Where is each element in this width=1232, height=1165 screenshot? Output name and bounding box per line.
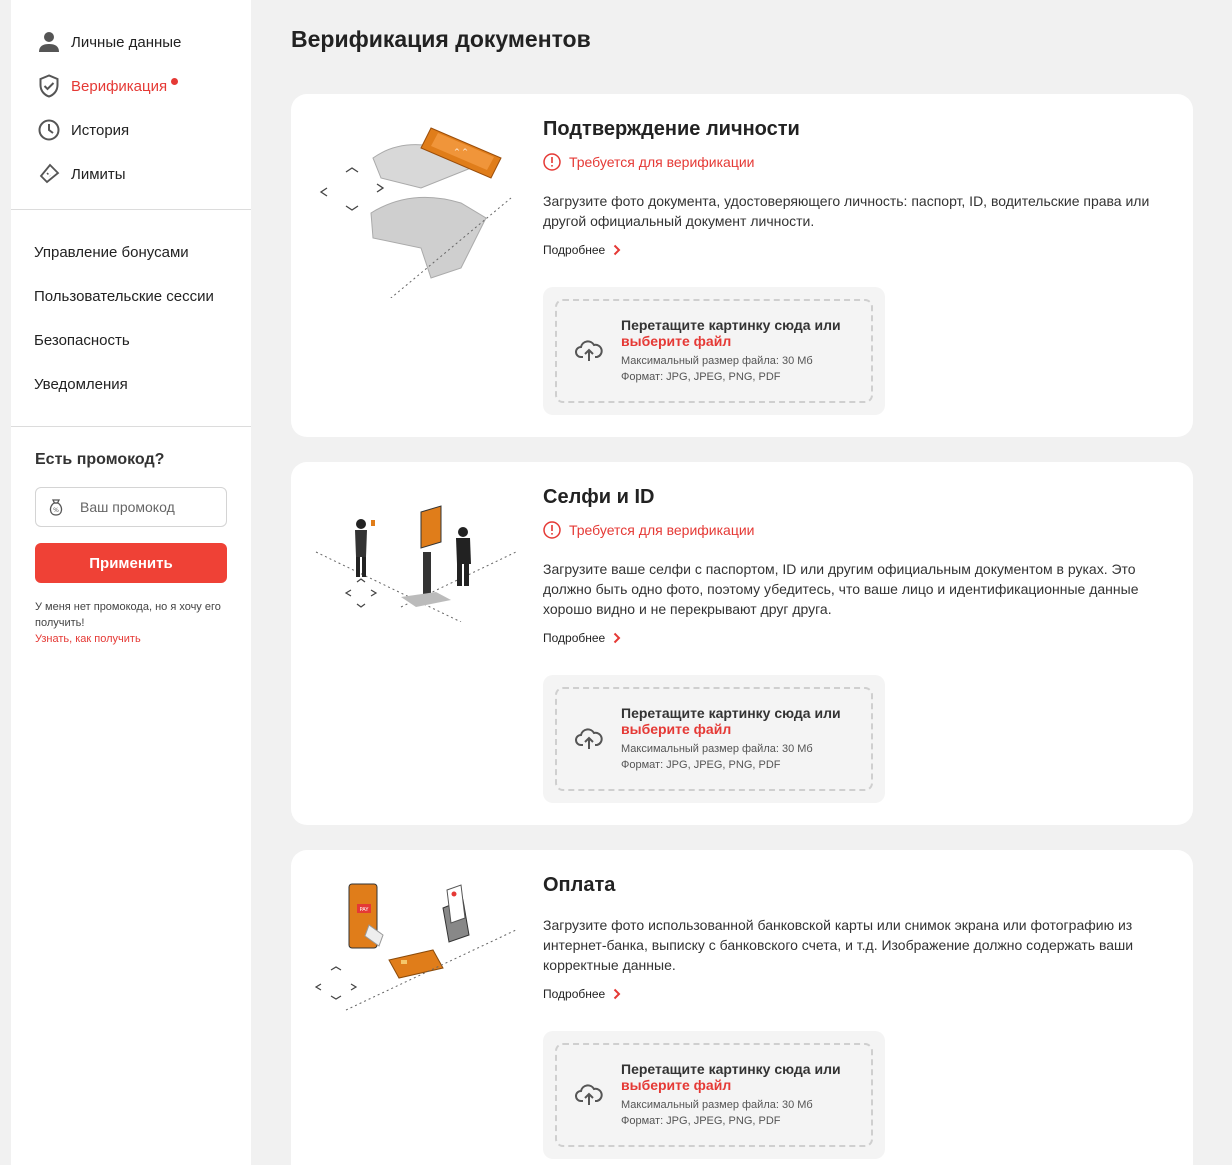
chevron-right-icon (613, 988, 621, 1000)
max-size-text: Максимальный размер файла: 30 Мб (621, 355, 813, 367)
chevron-right-icon (613, 632, 621, 644)
user-icon (37, 30, 61, 54)
chevron-right-icon (613, 244, 621, 256)
card-description: Загрузите фото использованной банковской карты или снимок экрана или фотографию из интернет-банка, выписку с банковского счета, и т.д. Изображение должно содержать ваши корректные данные. (543, 917, 1134, 973)
choose-file-link[interactable]: выберите файл (621, 333, 732, 349)
payment-illustration (311, 880, 531, 1060)
pay-label: PAY (359, 907, 369, 913)
selfie-content (543, 486, 1163, 803)
sidebar-item-history[interactable] (11, 108, 251, 152)
sidebar-item-personal-data[interactable] (11, 20, 251, 64)
upload-dropzone[interactable] (555, 299, 873, 403)
secondary-menu (11, 210, 251, 426)
more-link[interactable] (543, 631, 1163, 645)
upload-area[interactable] (543, 287, 885, 415)
payment-card (291, 850, 1193, 1165)
sidebar-item-label: Личные данные (71, 33, 182, 51)
promo-input[interactable] (80, 499, 210, 515)
sidebar-nav (11, 0, 251, 196)
info-circle-icon (543, 153, 561, 171)
upload-text (621, 317, 841, 385)
promo-section (11, 427, 251, 647)
promo-how-to-get-link[interactable]: Узнать, как получить (35, 633, 141, 645)
cloud-upload-icon (575, 1081, 603, 1109)
identity-card (291, 94, 1193, 437)
cloud-upload-icon (575, 725, 603, 753)
more-link[interactable] (543, 243, 1163, 257)
cloud-upload-icon (575, 337, 603, 365)
upload-dropzone[interactable] (555, 687, 873, 791)
card-description: Загрузите фото документа, удостоверяющего личность: паспорт, ID, водительские права или другой официальный документ личности. (543, 193, 1150, 229)
card-title: Селфи и ID (543, 486, 655, 508)
apply-button[interactable]: Применить (35, 543, 227, 583)
svg-text:%: % (53, 507, 59, 514)
more-link[interactable] (543, 987, 1163, 1001)
payment-content (543, 874, 1163, 1159)
svg-text:^ ^: ^ ^ (454, 148, 468, 156)
promo-note (35, 599, 225, 647)
card-title: Оплата (543, 874, 616, 896)
choose-file-link[interactable]: выберите файл (621, 1077, 732, 1093)
upload-text (621, 1061, 841, 1129)
page-title: Верификация документов (291, 26, 591, 52)
format-text: Формат: JPG, JPEG, PNG, PDF (621, 1115, 781, 1127)
format-text: Формат: JPG, JPEG, PNG, PDF (621, 371, 781, 383)
info-circle-icon (543, 521, 561, 539)
promo-bag-icon (46, 497, 66, 517)
menu-item-bonus-management[interactable]: Управление бонусами (34, 243, 189, 261)
selfie-illustration (311, 502, 531, 682)
upload-text (621, 705, 841, 773)
more-label: Подробнее (543, 987, 606, 1001)
more-label: Подробнее (543, 243, 606, 257)
max-size-text: Максимальный размер файла: 30 Мб (621, 743, 813, 755)
promo-title: Есть промокод? (35, 451, 165, 468)
upload-area[interactable] (543, 675, 885, 803)
menu-item-security[interactable]: Безопасность (34, 331, 130, 349)
upload-drag-text: Перетащите картинку сюда или (621, 317, 841, 333)
sidebar-item-label: История (71, 121, 130, 139)
identity-illustration (311, 118, 531, 298)
required-text: Требуется для верификации (569, 154, 755, 170)
required-status (543, 153, 1163, 171)
sidebar (11, 0, 251, 1165)
required-status (543, 521, 1163, 539)
upload-drag-text: Перетащите картинку сюда или (621, 705, 841, 721)
promo-note-text: У меня нет промокода, но я хочу его получить! (35, 601, 221, 629)
card-title: Подтверждение личности (543, 118, 800, 140)
required-text: Требуется для верификации (569, 522, 755, 538)
notification-dot (171, 78, 178, 85)
sidebar-item-label: Лимиты (71, 165, 126, 183)
more-label: Подробнее (543, 631, 606, 645)
promo-field[interactable] (35, 487, 227, 527)
ticket-icon (37, 162, 61, 186)
upload-drag-text: Перетащите картинку сюда или (621, 1061, 841, 1077)
upload-area[interactable] (543, 1031, 885, 1159)
clock-icon (37, 118, 61, 142)
card-description: Загрузите ваше селфи с паспортом, ID или другим официальным документом в руках. Это должно быть одно фото, поэтому убедитесь, что ваше лицо и идентификационные данные хорошо видно и не перекрывают друг друга. (543, 561, 1139, 617)
identity-content (543, 118, 1163, 415)
max-size-text: Максимальный размер файла: 30 Мб (621, 1099, 813, 1111)
menu-item-user-sessions[interactable]: Пользовательские сессии (34, 287, 214, 305)
sidebar-item-limits[interactable] (11, 152, 251, 196)
choose-file-link[interactable]: выберите файл (621, 721, 732, 737)
upload-dropzone[interactable] (555, 1043, 873, 1147)
menu-item-notifications[interactable]: Уведомления (34, 375, 128, 393)
sidebar-item-verification[interactable] (11, 64, 251, 108)
sidebar-item-label: Верификация (71, 77, 168, 95)
selfie-card (291, 462, 1193, 825)
shield-check-icon (37, 74, 61, 98)
format-text: Формат: JPG, JPEG, PNG, PDF (621, 759, 781, 771)
